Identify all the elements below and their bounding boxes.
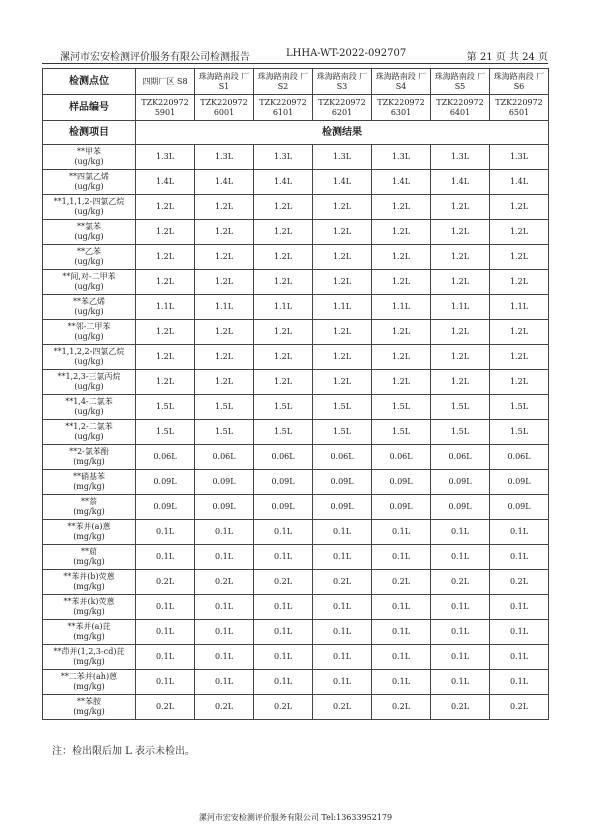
result-value: 1.2L xyxy=(195,220,254,245)
item-name: **甲苯 xyxy=(77,147,101,156)
result-value: 0.1L xyxy=(195,545,254,570)
result-value: 0.09L xyxy=(254,495,313,520)
item-name-cell xyxy=(43,695,136,720)
result-value: 0.1L xyxy=(136,670,195,695)
result-value: 1.5L xyxy=(136,420,195,445)
result-value: 0.2L xyxy=(313,570,372,595)
item-unit: (ug/kg) xyxy=(74,282,104,291)
result-value: 1.5L xyxy=(136,395,195,420)
result-value: 1.1L xyxy=(195,295,254,320)
result-value: 0.1L xyxy=(254,595,313,620)
company-report-title: 漯河市宏安检测评价服务有限公司检测报告 xyxy=(60,52,250,63)
result-value: 1.2L xyxy=(195,245,254,270)
result-value: 1.2L xyxy=(372,270,431,295)
item-name: **萘 xyxy=(81,497,97,506)
item-name-cell xyxy=(43,545,136,570)
result-value: 0.1L xyxy=(490,545,549,570)
result-value: 1.2L xyxy=(313,320,372,345)
item-unit: (ug/kg) xyxy=(74,407,104,416)
item-name: **1,1,1,2-四氯乙烷 xyxy=(53,197,125,206)
result-value: 0.1L xyxy=(313,520,372,545)
item-header-row xyxy=(43,121,549,145)
item-name: **苯并(b)荧蒽 xyxy=(63,572,115,581)
result-value: 1.4L xyxy=(313,170,372,195)
result-value: 1.4L xyxy=(490,170,549,195)
result-value: 1.4L xyxy=(195,170,254,195)
result-value: 0.1L xyxy=(136,595,195,620)
item-name: **乙苯 xyxy=(77,247,101,256)
result-value: 0.1L xyxy=(490,595,549,620)
result-value: 1.2L xyxy=(372,370,431,395)
result-value: 1.2L xyxy=(136,370,195,395)
result-value: 1.2L xyxy=(490,345,549,370)
item-name-cell xyxy=(43,245,136,270)
item-name: **1,2-二氯苯 xyxy=(65,422,113,431)
item-unit: (mg/kg) xyxy=(73,582,105,591)
result-value: 0.1L xyxy=(195,620,254,645)
item-name: **苯并(a)芘 xyxy=(67,622,111,631)
result-value: 0.1L xyxy=(254,620,313,645)
result-value: 1.2L xyxy=(490,245,549,270)
result-value: 0.06L xyxy=(313,445,372,470)
result-value: 1.5L xyxy=(372,420,431,445)
result-value: 0.1L xyxy=(372,645,431,670)
result-value: 1.2L xyxy=(136,245,195,270)
result-value: 0.2L xyxy=(136,570,195,595)
result-value: 1.2L xyxy=(313,220,372,245)
item-name: **苯乙烯 xyxy=(73,297,105,306)
result-value: 1.1L xyxy=(372,295,431,320)
item-unit: (mg/kg) xyxy=(73,482,105,491)
result-value: 1.2L xyxy=(254,245,313,270)
result-value: 0.2L xyxy=(431,570,490,595)
result-value: 0.1L xyxy=(431,545,490,570)
result-value: 1.2L xyxy=(313,370,372,395)
result-value: 0.2L xyxy=(313,695,372,720)
item-name-cell xyxy=(43,220,136,245)
item-name: **二苯并(ah)蒽 xyxy=(60,672,118,681)
result-value: 0.1L xyxy=(254,545,313,570)
result-value: 0.09L xyxy=(490,495,549,520)
item-unit: (ug/kg) xyxy=(74,207,104,216)
result-value: 1.2L xyxy=(313,195,372,220)
result-value: 0.1L xyxy=(490,520,549,545)
result-value: 0.06L xyxy=(431,445,490,470)
result-value: 0.09L xyxy=(313,470,372,495)
item-name-cell xyxy=(43,445,136,470)
result-label: 检测结果 xyxy=(136,121,549,145)
item-name: **1,4-二氯苯 xyxy=(65,397,113,406)
result-value: 0.09L xyxy=(372,470,431,495)
result-value: 1.2L xyxy=(431,195,490,220)
result-value: 1.2L xyxy=(490,220,549,245)
item-name: **四氯乙烯 xyxy=(69,172,109,181)
result-value: 1.5L xyxy=(254,420,313,445)
page-info: 第 21 页 共 24 页 xyxy=(466,52,548,63)
table-row xyxy=(43,420,549,445)
result-value: 1.2L xyxy=(254,320,313,345)
result-value: 0.1L xyxy=(372,545,431,570)
result-value: 1.2L xyxy=(372,245,431,270)
result-value: 1.2L xyxy=(254,270,313,295)
result-value: 0.09L xyxy=(490,470,549,495)
result-value: 0.1L xyxy=(195,645,254,670)
result-value: 1.2L xyxy=(431,270,490,295)
item-name-cell xyxy=(43,645,136,670)
result-value: 0.09L xyxy=(254,470,313,495)
point-label: 检测点位 xyxy=(43,69,136,95)
result-value: 1.3L xyxy=(313,145,372,170)
result-value: 0.2L xyxy=(254,695,313,720)
item-name: **1,1,2,2-四氯乙烷 xyxy=(53,347,125,356)
item-unit: (mg/kg) xyxy=(73,532,105,541)
result-value: 1.3L xyxy=(431,145,490,170)
result-value: 1.2L xyxy=(136,270,195,295)
result-value: 0.1L xyxy=(431,595,490,620)
item-name-cell xyxy=(43,595,136,620)
result-value: 0.2L xyxy=(372,570,431,595)
result-value: 1.2L xyxy=(254,195,313,220)
point-cell: 珠海路南段 厂 S4 xyxy=(372,69,431,95)
table-row xyxy=(43,445,549,470)
item-name: **1,2,3-三氯丙烷 xyxy=(57,372,121,381)
result-value: 0.1L xyxy=(372,520,431,545)
result-value: 0.1L xyxy=(254,520,313,545)
result-value: 0.06L xyxy=(136,445,195,470)
table-row xyxy=(43,245,549,270)
result-value: 0.1L xyxy=(136,545,195,570)
sample-cell: TZK220972 6001 xyxy=(195,95,254,121)
item-unit: (ug/kg) xyxy=(74,307,104,316)
result-value: 0.1L xyxy=(431,670,490,695)
point-cell: 珠海路南段 厂 S6 xyxy=(490,69,549,95)
item-unit: (mg/kg) xyxy=(73,557,105,566)
header-rule xyxy=(42,63,548,64)
item-unit: (mg/kg) xyxy=(73,657,105,666)
result-value: 1.2L xyxy=(254,220,313,245)
result-value: 1.1L xyxy=(313,295,372,320)
result-value: 0.09L xyxy=(136,495,195,520)
item-unit: (mg/kg) xyxy=(73,632,105,641)
result-value: 1.2L xyxy=(431,370,490,395)
result-value: 0.1L xyxy=(254,645,313,670)
result-value: 1.2L xyxy=(195,320,254,345)
item-name-cell xyxy=(43,345,136,370)
item-unit: (ug/kg) xyxy=(74,432,104,441)
result-value: 0.2L xyxy=(431,695,490,720)
item-unit: (mg/kg) xyxy=(73,682,105,691)
result-value: 0.2L xyxy=(372,695,431,720)
item-name: **邻-二甲苯 xyxy=(67,322,111,331)
result-value: 1.3L xyxy=(254,145,313,170)
point-cell: 珠海路南段 厂 S5 xyxy=(431,69,490,95)
item-name-cell xyxy=(43,620,136,645)
item-label: 检测项目 xyxy=(43,121,136,145)
note-text: 注：检出限后加 L 表示未检出。 xyxy=(52,746,195,757)
result-value: 1.2L xyxy=(254,370,313,395)
result-value: 1.3L xyxy=(195,145,254,170)
result-value: 1.5L xyxy=(431,395,490,420)
item-name-cell xyxy=(43,395,136,420)
result-value: 0.1L xyxy=(195,670,254,695)
point-cell: 珠海路南段 厂 S2 xyxy=(254,69,313,95)
result-value: 1.2L xyxy=(372,320,431,345)
result-value: 0.1L xyxy=(136,620,195,645)
item-name: **硝基苯 xyxy=(73,472,105,481)
result-value: 0.1L xyxy=(313,545,372,570)
result-value: 1.2L xyxy=(136,195,195,220)
result-value: 1.2L xyxy=(490,370,549,395)
result-value: 0.1L xyxy=(313,645,372,670)
table-row xyxy=(43,345,549,370)
item-name: **间,对-二甲苯 xyxy=(62,272,116,281)
result-value: 1.2L xyxy=(195,345,254,370)
result-value: 0.06L xyxy=(490,445,549,470)
result-value: 1.2L xyxy=(431,245,490,270)
table-row xyxy=(43,320,549,345)
result-value: 0.1L xyxy=(195,595,254,620)
point-cell: 珠海路南段 厂 S1 xyxy=(195,69,254,95)
sample-cell: TZK220972 6201 xyxy=(313,95,372,121)
result-value: 0.1L xyxy=(136,520,195,545)
item-name-cell xyxy=(43,320,136,345)
result-value: 1.5L xyxy=(195,395,254,420)
result-value: 0.1L xyxy=(254,670,313,695)
result-value: 0.1L xyxy=(313,620,372,645)
sample-row xyxy=(43,95,549,121)
result-value: 0.1L xyxy=(313,595,372,620)
table-row xyxy=(43,470,549,495)
item-unit: (mg/kg) xyxy=(73,507,105,516)
result-value: 0.1L xyxy=(372,595,431,620)
result-value: 1.4L xyxy=(372,170,431,195)
result-value: 0.09L xyxy=(372,495,431,520)
result-value: 1.2L xyxy=(136,220,195,245)
item-unit: (ug/kg) xyxy=(74,257,104,266)
page-header xyxy=(60,48,548,64)
result-value: 1.4L xyxy=(431,170,490,195)
table-row xyxy=(43,145,549,170)
item-name: **苯并(a)蒽 xyxy=(67,522,111,531)
item-unit: (ug/kg) xyxy=(74,157,104,166)
result-value: 1.5L xyxy=(431,420,490,445)
result-value: 0.1L xyxy=(136,645,195,670)
result-value: 1.2L xyxy=(431,345,490,370)
result-value: 0.1L xyxy=(195,520,254,545)
result-value: 0.06L xyxy=(372,445,431,470)
result-value: 1.2L xyxy=(195,370,254,395)
result-value: 0.09L xyxy=(136,470,195,495)
sample-label: 样品编号 xyxy=(43,95,136,121)
table-row xyxy=(43,370,549,395)
item-unit: (ug/kg) xyxy=(74,182,104,191)
point-row xyxy=(43,69,549,95)
result-value: 0.1L xyxy=(490,620,549,645)
table-row xyxy=(43,395,549,420)
result-value: 1.2L xyxy=(136,320,195,345)
table-row xyxy=(43,195,549,220)
page-footer: 漯河市宏安检测评价服务有限公司 Tel:13633952179 xyxy=(198,813,393,822)
result-value: 0.09L xyxy=(431,495,490,520)
result-value: 0.09L xyxy=(431,470,490,495)
result-value: 1.5L xyxy=(254,395,313,420)
item-name: **氯苯 xyxy=(77,222,101,231)
result-value: 1.1L xyxy=(490,295,549,320)
result-value: 0.2L xyxy=(195,570,254,595)
result-value: 1.3L xyxy=(372,145,431,170)
item-name-cell xyxy=(43,170,136,195)
item-name: **茚并(1,2,3-cd)芘 xyxy=(53,647,125,656)
item-name-cell xyxy=(43,270,136,295)
table-row xyxy=(43,620,549,645)
result-value: 1.2L xyxy=(136,345,195,370)
result-value: 0.2L xyxy=(490,695,549,720)
item-name-cell xyxy=(43,420,136,445)
table-row xyxy=(43,520,549,545)
report-number: LHHA-WT-2022-092707 xyxy=(286,48,407,59)
result-value: 1.2L xyxy=(313,345,372,370)
result-value: 1.4L xyxy=(136,170,195,195)
item-name-cell xyxy=(43,295,136,320)
point-cell: 珠海路南段 厂 S3 xyxy=(313,69,372,95)
item-name-cell xyxy=(43,570,136,595)
result-value: 0.1L xyxy=(313,670,372,695)
result-value: 1.2L xyxy=(372,195,431,220)
result-value: 1.3L xyxy=(136,145,195,170)
result-value: 0.2L xyxy=(490,570,549,595)
result-value: 0.1L xyxy=(372,620,431,645)
result-value: 1.1L xyxy=(136,295,195,320)
result-value: 0.09L xyxy=(195,495,254,520)
result-value: 0.06L xyxy=(195,445,254,470)
item-name-cell xyxy=(43,520,136,545)
item-unit: (ug/kg) xyxy=(74,232,104,241)
table-row xyxy=(43,695,549,720)
sample-cell: TZK220972 6501 xyxy=(490,95,549,121)
sample-cell: TZK220972 6401 xyxy=(431,95,490,121)
table-row xyxy=(43,220,549,245)
result-value: 0.1L xyxy=(490,670,549,695)
item-name: **苯并(k)荧蒽 xyxy=(63,597,115,606)
result-value: 1.5L xyxy=(313,420,372,445)
result-value: 1.2L xyxy=(490,270,549,295)
result-value: 1.2L xyxy=(431,220,490,245)
table-row xyxy=(43,495,549,520)
item-unit: (mg/kg) xyxy=(73,607,105,616)
result-value: 1.3L xyxy=(490,145,549,170)
result-value: 1.2L xyxy=(313,245,372,270)
item-name: **2-氯苯酚 xyxy=(69,447,109,456)
result-value: 0.2L xyxy=(195,695,254,720)
result-value: 1.2L xyxy=(372,220,431,245)
result-value: 1.2L xyxy=(313,270,372,295)
sample-cell: TZK220972 6101 xyxy=(254,95,313,121)
result-value: 1.2L xyxy=(372,345,431,370)
item-unit: (ug/kg) xyxy=(74,382,104,391)
item-unit: (mg/kg) xyxy=(73,457,105,466)
table-row xyxy=(43,170,549,195)
result-value: 1.5L xyxy=(372,395,431,420)
result-value: 1.2L xyxy=(195,270,254,295)
result-value: 0.1L xyxy=(490,645,549,670)
result-value: 1.5L xyxy=(490,420,549,445)
table-row xyxy=(43,595,549,620)
item-name: **苯胺 xyxy=(77,697,101,706)
item-name-cell xyxy=(43,370,136,395)
result-value: 0.2L xyxy=(254,570,313,595)
item-name: **䓛 xyxy=(81,547,97,556)
result-value: 1.5L xyxy=(490,395,549,420)
result-value: 1.2L xyxy=(431,320,490,345)
result-value: 0.06L xyxy=(254,445,313,470)
table-row xyxy=(43,295,549,320)
result-value: 0.1L xyxy=(372,670,431,695)
table-row xyxy=(43,270,549,295)
result-value: 1.2L xyxy=(254,345,313,370)
result-value: 1.2L xyxy=(490,320,549,345)
result-value: 1.1L xyxy=(431,295,490,320)
result-value: 1.2L xyxy=(195,195,254,220)
result-value: 0.1L xyxy=(431,520,490,545)
result-value: 1.1L xyxy=(254,295,313,320)
item-unit: (ug/kg) xyxy=(74,357,104,366)
table-row xyxy=(43,670,549,695)
result-value: 0.1L xyxy=(431,645,490,670)
sample-cell: TZK220972 6301 xyxy=(372,95,431,121)
item-unit: (ug/kg) xyxy=(74,332,104,341)
result-value: 1.2L xyxy=(490,195,549,220)
result-value: 1.4L xyxy=(254,170,313,195)
item-name-cell xyxy=(43,195,136,220)
item-unit: (mg/kg) xyxy=(73,707,105,716)
results-table xyxy=(42,68,549,720)
item-name-cell xyxy=(43,470,136,495)
result-value: 0.2L xyxy=(136,695,195,720)
result-value: 0.09L xyxy=(195,470,254,495)
point-cell: 四期厂区 S8 xyxy=(136,69,195,95)
table-row xyxy=(43,545,549,570)
item-name-cell xyxy=(43,670,136,695)
result-value: 0.1L xyxy=(431,620,490,645)
table-row xyxy=(43,570,549,595)
sample-cell: TZK220972 5901 xyxy=(136,95,195,121)
result-value: 0.09L xyxy=(313,495,372,520)
item-name-cell xyxy=(43,145,136,170)
table-row xyxy=(43,645,549,670)
result-value: 1.5L xyxy=(313,395,372,420)
result-value: 1.5L xyxy=(195,420,254,445)
item-name-cell xyxy=(43,495,136,520)
